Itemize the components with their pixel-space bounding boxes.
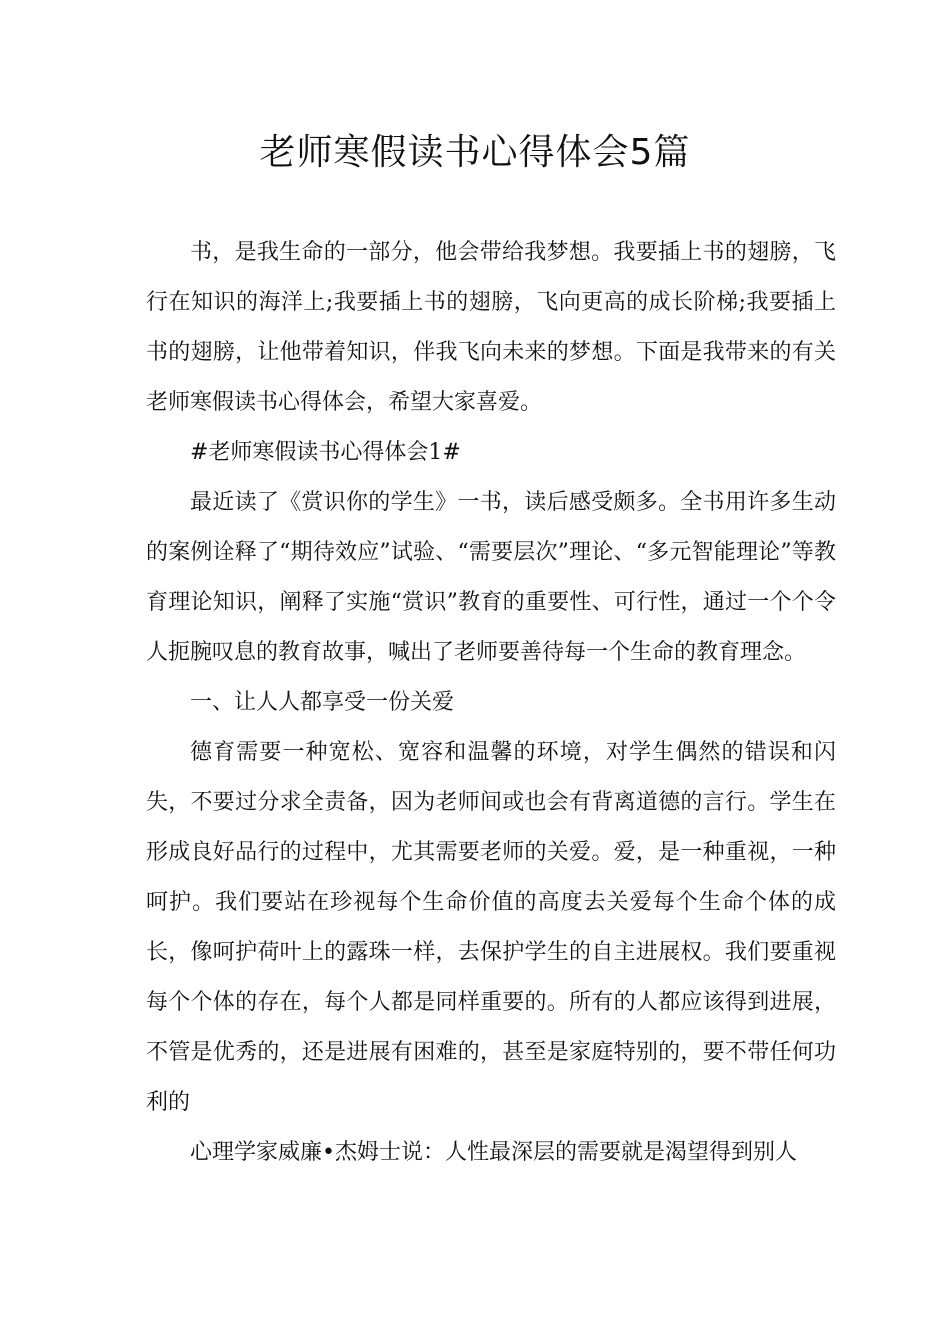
paragraph-book-review: 最近读了《赏识你的学生》一书，读后感受颇多。全书用许多生动的案例诠释了“期待效应”试验、“需要层次”理论、“多元智能理论”等教育理论知识，阐释了实施“赏识”教育的重要性、可行性，通过一个个令人扼腕叹息的教育故事，喊出了老师要善待每一个生命的教育理念。: [146, 490, 836, 665]
paragraph-moral-education: 德育需要一种宽松、宽容和温馨的环境，对学生偶然的错误和闪失，不要过分求全责备，因为老师间或也会有背离道德的言行。学生在形成良好品行的过程中，尤其需要老师的关爱。爱，是一种重视，一种呵护。我们要站在珍视每个生命价值的高度去关爱每个生命个体的成长，像呵护荷叶上的露珠一样，去保护学生的自主进展权。我们要重视每个个体的存在，每个人都是同样重要的。所有的人都应该得到进展，不管是优秀的，还是进展有困难的，甚至是家庭特别的，要不带任何功利的: [146, 740, 836, 1115]
subheading-care: 一、让人人都享受一份关爱: [190, 690, 455, 715]
document-title: 老师寒假读书心得体会5篇: [259, 132, 691, 173]
paragraph-psychologist: 心理学家威廉•杰姆士说：人性最深层的需要就是渴望得到别人: [190, 1140, 797, 1165]
paragraph-intro: 书，是我生命的一部分，他会带给我梦想。我要插上书的翅膀，飞行在知识的海洋上;我要插上书的翅膀，飞向更高的成长阶梯;我要插上书的翅膀，让他带着知识，伴我飞向未来的梦想。下面是我带来的有关老师寒假读书心得体会，希望大家喜爱。: [146, 240, 836, 415]
section-heading-1: #老师寒假读书心得体会1#: [190, 440, 461, 465]
document-body: [146, 228, 836, 1178]
